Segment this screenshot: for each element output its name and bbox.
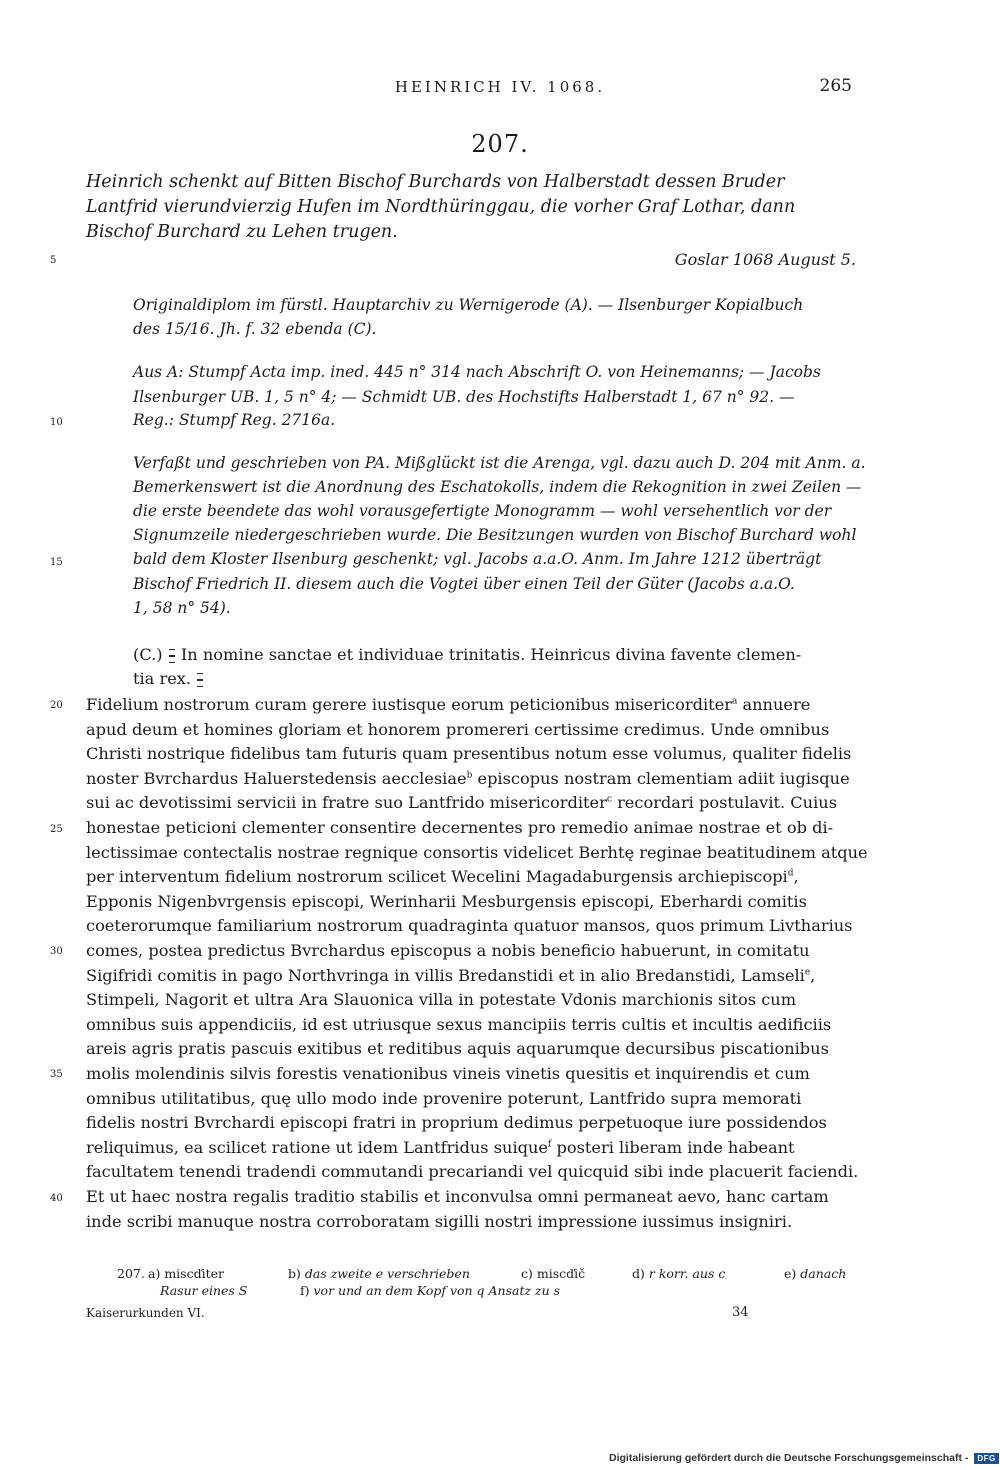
footnote-f — [300, 1283, 560, 1298]
text-line — [86, 890, 856, 915]
footnote-marker: a — [731, 696, 738, 707]
footnote-mark: d) — [632, 1266, 645, 1281]
line-number: 5 — [50, 255, 57, 266]
text-segment: posteri liberam inde habeant — [551, 1137, 795, 1157]
line-number: 20 — [50, 700, 63, 711]
footnote-marker: d — [787, 868, 794, 879]
text-line — [86, 816, 856, 841]
text-line — [86, 1062, 856, 1087]
footnote-mark: f) — [300, 1283, 310, 1298]
footnote-text: miscďiter — [164, 1266, 224, 1281]
line-number: 40 — [50, 1193, 63, 1204]
text-line — [86, 939, 856, 964]
footnote-ref: 207. — [117, 1266, 145, 1281]
invocatio-text: In nomine sanctae et individuae trinitatis. Heinricus divina favente clemen- — [180, 645, 802, 664]
text-line — [86, 1013, 856, 1038]
footnote-c — [521, 1266, 585, 1281]
footnote-text: r korr. aus c — [648, 1266, 726, 1281]
invocatio-text: tia rex. — [133, 669, 192, 688]
regest-line: Lantfrid vierundvierzig Hufen im Nordthüringgau, die vorher Graf Lothar, dann — [86, 197, 796, 217]
text-segment: Sigifridi comitis in pago Northvringa in villis Bredanstidi et in alio Bredanstidi, Lamseli — [86, 965, 805, 985]
page-number: 265 — [819, 76, 852, 96]
commentary-line: bald dem Kloster Ilsenburg geschenkt; vgl. Jacobs a.a.O. Anm. Im Jahre 1212 überträgt — [133, 550, 822, 568]
line-number: 30 — [50, 946, 63, 957]
footnote-e — [784, 1266, 846, 1281]
text-line — [86, 988, 856, 1013]
text-segment: per interventum fidelium nostrorum scilicet Wecelini Magadaburgensis archiepiscopi — [86, 867, 788, 887]
text-segment: Stimpeli, Nagorit et ultra Ara Slauonica villa in potestate Vdonis marchionis sitos cum — [86, 990, 797, 1010]
text-segment: apud deum et homines gloriam et honorem promereri certissime credimus. Unde omnibus — [86, 719, 830, 739]
text-segment: noster Bvrchardus Haluerstedensis aecclesiae — [86, 768, 467, 788]
footnote-mark: c) — [521, 1266, 533, 1281]
text-segment: recordari postulavit. Cuius — [611, 793, 838, 813]
prints-line: Aus A: Stumpf Acta imp. ined. 445 n° 314 nach Abschrift O. von Heinemanns; — Jacobs — [133, 363, 821, 381]
funding-credit — [609, 1452, 996, 1468]
text-segment: Epponis Nigenbvrgensis episcopi, Werinharii Mesburgensis episcopi, Eberhardi comitis — [86, 891, 807, 911]
text-segment: areis agris pratis pascuis exitibus et reditibus aquis aquarumque decursibus piscationibus — [86, 1039, 829, 1059]
chrismon-icon — [168, 647, 176, 664]
text-line — [86, 1111, 856, 1136]
footnote-mark: a) — [148, 1266, 161, 1281]
invocatio — [133, 645, 855, 664]
text-line — [86, 1210, 856, 1235]
commentary-line: 1, 58 n° 54). — [133, 599, 231, 617]
commentary-line: Bemerkenswert ist die Anordnung des Eschatokolls, indem die Rekognition in zwei Zeilen — — [133, 478, 862, 496]
text-segment: Christi nostrique fidelibus tam futuris quam presentibus notum esse volumus, qualiter fidelis — [86, 744, 852, 764]
text-line — [86, 1185, 856, 1210]
tradition-line: des 15/16. Jh. f. 32 ebenda (C). — [133, 320, 377, 338]
sheet-signature: 34 — [732, 1305, 749, 1320]
text-line — [86, 1136, 856, 1161]
place-date: Goslar 1068 August 5. — [674, 250, 856, 269]
running-title: HEINRICH IV. 1068. — [394, 78, 606, 96]
line-number: 25 — [50, 824, 63, 835]
footnote-marker: f — [548, 1139, 552, 1150]
text-segment: reliquimus, ea scilicet ratione ut idem Lantfridus suique — [86, 1137, 548, 1157]
prints-line: Ilsenburger UB. 1, 5 n° 4; — Schmidt UB. des Hochstifts Halberstadt 1, 67 n° 92. — — [133, 388, 795, 406]
text-segment: omnibus utilitatibus, quę ullo modo inde provenire poterunt, Lantfrido supra memorati — [86, 1088, 802, 1108]
text-segment: episcopus nostram clementiam adiit iugisque — [472, 768, 850, 788]
footnote-d — [632, 1266, 725, 1281]
commentary-line: Signumzeile niedergeschrieben wurde. Die Besitzungen wurden von Bischof Burchard wohl — [133, 526, 857, 544]
footnote-mark: b) — [288, 1266, 301, 1281]
footnote-a — [148, 1266, 224, 1281]
text-segment: lectissimae contectalis nostrae regnique consortis videlicet Berhtę reginae beatitudinem atque — [86, 842, 868, 862]
footnote-b — [288, 1266, 470, 1281]
footnote-text: das zweite e verschrieben — [304, 1266, 470, 1281]
footnote-mark: e) — [784, 1266, 797, 1281]
text-segment: sui ac devotissimi servicii in fratre suo Lantfrido misericorditer — [86, 793, 607, 813]
text-line — [86, 1037, 856, 1062]
text-line — [86, 767, 856, 792]
text-segment: molis molendinis silvis forestis venationibus vineis vinetis quesitis et inquirendis et cum — [86, 1064, 810, 1083]
line-number: 35 — [50, 1069, 63, 1080]
footnote-text: miscďič — [536, 1266, 586, 1281]
text-segment: comes, postea predictus Bvrchardus episcopus a nobis beneficio habuerunt, in comitatu — [86, 941, 810, 960]
commentary-line: die erste beendete das wohl vorausgefertigte Monogramm — wohl versehentlich vor der — [133, 502, 832, 520]
prints-line: Reg.: Stumpf Reg. 2716a. — [133, 411, 336, 429]
text-line — [86, 841, 868, 866]
invocatio-continuation — [133, 669, 204, 688]
footnote-e-continued — [160, 1283, 247, 1298]
document-number: 207. — [471, 130, 529, 158]
text-segment: Et ut haec nostra regalis traditio stabilis et inconvulsa omni permaneat aevo, hanc cartam — [86, 1187, 829, 1206]
text-line — [86, 914, 856, 939]
text-segment: , — [793, 867, 799, 887]
footnote-marker: e — [804, 967, 811, 978]
text-line — [86, 964, 856, 989]
text-segment: coeterorumque familiarium nostrorum quadraginta quatuor mansos, quos primum Livtharius — [86, 916, 853, 936]
tradition-line: Originaldiplom im fürstl. Hauptarchiv zu Wernigerode (A). — Ilsenburger Kopialbuch — [133, 296, 804, 314]
commentary-line: Verfaßt und geschrieben von PA. Mißglückt ist die Arenga, vgl. dazu auch D. 204 mit Anm. a. — [133, 454, 866, 472]
footnote-marker: c — [606, 795, 612, 805]
line-number: 10 — [50, 417, 63, 428]
dfg-logo: DFG — [974, 1453, 998, 1464]
text-line — [86, 865, 856, 890]
footnote-marker: b — [466, 770, 473, 781]
text-segment: facultatem tenendi tradendi commutandi precariandi vel quicquid sibi inde placuerit faciendi. — [86, 1162, 859, 1182]
footnote-text: danach — [800, 1266, 847, 1281]
text-segment: fidelis nostri Bvrchardi episcopi fratri in proprium dedimus perpetuoque iure possidendos — [86, 1113, 827, 1133]
funding-credit-text: Digitalisierung gefördert durch die Deutsche Forschungsgemeinschaft - — [609, 1452, 969, 1464]
regest-line: Bischof Burchard zu Lehen trugen. — [86, 222, 398, 242]
text-segment: omnibus suis appendiciis, id est utriusque sexus mancipiis terris cultis et incultis aedificiis — [86, 1014, 832, 1034]
text-line — [86, 791, 856, 816]
text-line — [86, 742, 856, 767]
footnote-text: vor und an dem Kopf von q Ansatz zu s — [313, 1283, 561, 1298]
series-title: Kaiserurkunden VI. — [86, 1306, 205, 1320]
text-line — [86, 1160, 859, 1185]
text-segment: Fidelium nostrorum curam gerere iustisque eorum peticionibus misericorditer — [86, 695, 732, 714]
footnote-text: Rasur eines S — [160, 1283, 248, 1298]
text-segment: honestae peticioni clementer consentire decernentes pro remedio animae nostrae et ob di- — [86, 818, 834, 837]
text-line — [86, 1087, 856, 1112]
text-segment: , — [810, 965, 816, 985]
chrismon-icon — [196, 671, 204, 688]
text-line — [86, 718, 856, 743]
regest-line: Heinrich schenkt auf Bitten Bischof Burchards von Halberstadt dessen Bruder — [86, 172, 785, 192]
text-line — [86, 693, 856, 718]
commentary-line: Bischof Friedrich II. diesem auch die Vogtei über einen Teil der Güter (Jacobs a.a.O. — [133, 575, 795, 593]
line-number: 15 — [50, 557, 63, 568]
text-segment: inde scribi manuque nostra corroboratam sigilli nostri impressione iussimus insigniri. — [86, 1211, 793, 1231]
text-segment: annuere — [737, 695, 811, 714]
invocatio-mark: (C.) — [133, 645, 163, 664]
